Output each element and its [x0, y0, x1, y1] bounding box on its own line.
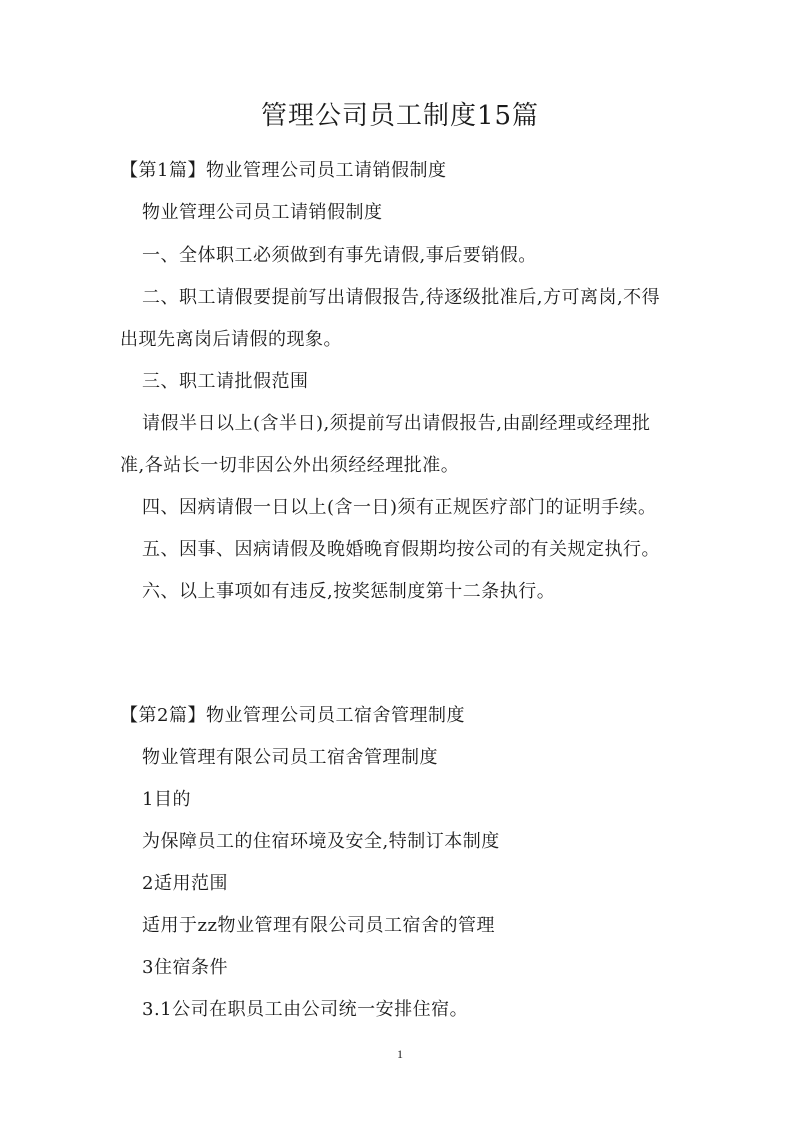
document-title: 管理公司员工制度15篇 — [260, 101, 540, 131]
paragraph: 适用于zz物业管理有限公司员工宿舍的管理 — [142, 915, 495, 936]
section-2-heading: 【第2篇】物业管理公司员工宿舍管理制度 — [120, 705, 465, 726]
paragraph: 请假半日以上(含半日),须提前写出请假报告,由副经理或经理批 — [142, 413, 651, 434]
paragraph: 2适用范围 — [142, 873, 228, 894]
paragraph: 物业管理有限公司员工宿舍管理制度 — [142, 747, 438, 768]
paragraph: 四、因病请假一日以上(含一日)须有正规医疗部门的证明手续。 — [142, 497, 657, 518]
paragraph: 1目的 — [142, 789, 191, 810]
paragraph: 3.1公司在职员工由公司统一安排住宿。 — [142, 999, 469, 1020]
paragraph: 五、因事、因病请假及晚婚晚育假期均按公司的有关规定执行。 — [142, 539, 660, 560]
paragraph: 三、职工请批假范围 — [142, 371, 309, 392]
paragraph-continuation: 准,各站长一切非因公外出须经经理批准。 — [120, 455, 460, 476]
paragraph: 物业管理公司员工请销假制度 — [142, 202, 383, 223]
paragraph: 六、以上事项如有违反,按奖惩制度第十二条执行。 — [142, 581, 556, 602]
paragraph-continuation: 出现先离岗后请假的现象。 — [120, 329, 342, 350]
page-number: 1 — [397, 1047, 403, 1061]
paragraph: 3住宿条件 — [142, 957, 228, 978]
paragraph: 为保障员工的住宿环境及安全,特制订本制度 — [142, 831, 500, 852]
paragraph: 一、全体职工必须做到有事先请假,事后要销假。 — [142, 245, 537, 266]
section-1-heading: 【第1篇】物业管理公司员工请销假制度 — [120, 160, 447, 181]
paragraph: 二、职工请假要提前写出请假报告,待逐级批准后,方可离岗,不得 — [142, 287, 661, 308]
